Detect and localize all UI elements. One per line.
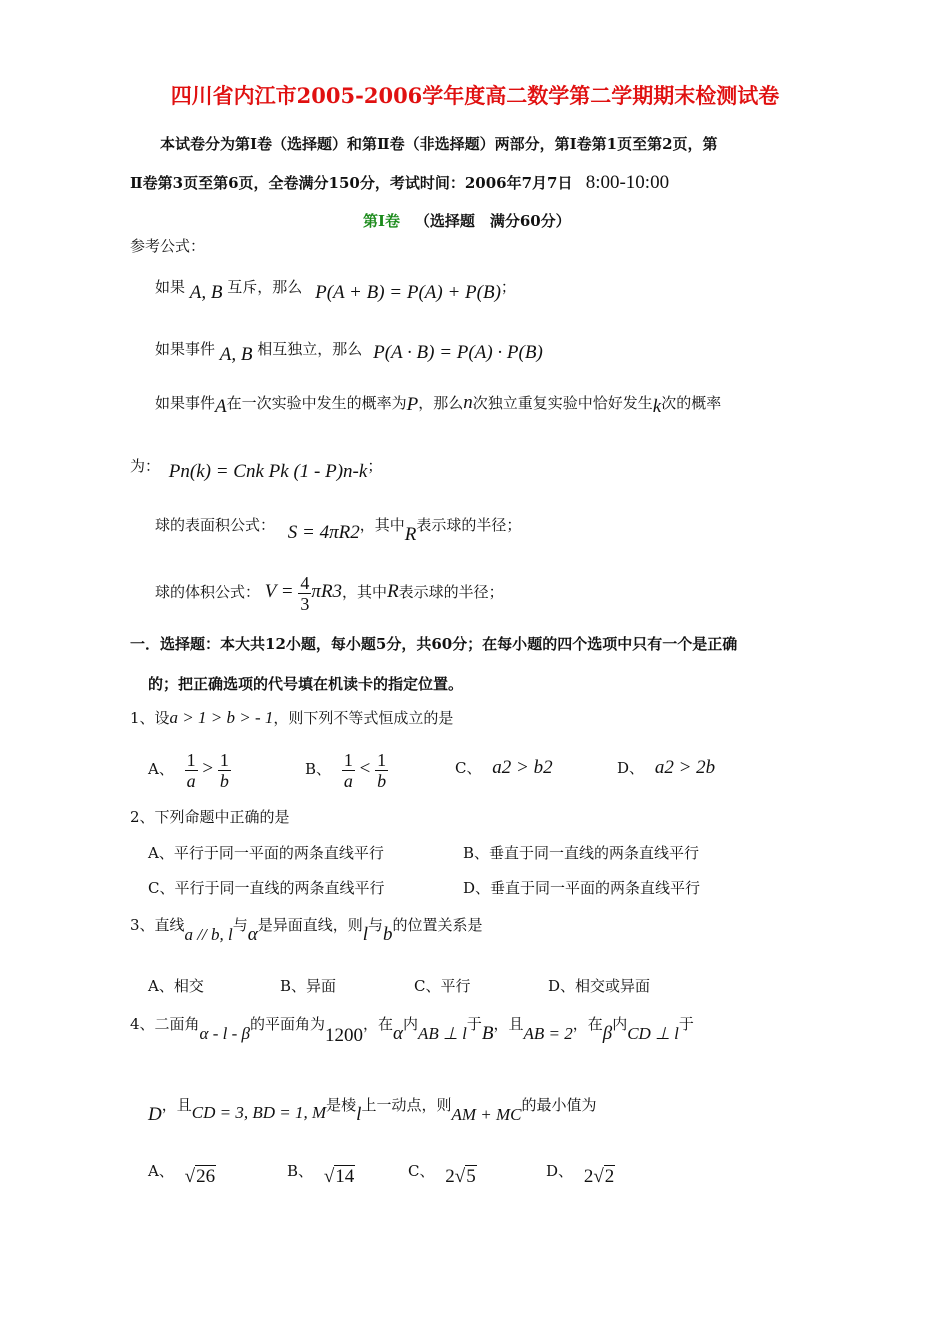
q4-s2: 的平面角为 — [249, 1015, 325, 1033]
f2-prefix: 如果事件 — [155, 340, 216, 358]
q1-a-frac2: $\frac{1}{b}$ — [219, 749, 229, 791]
q3-stem-e: 的位置关系是 — [392, 916, 483, 934]
formula-sphere-volume — [155, 570, 504, 614]
f3-a: 如果事件 — [155, 394, 216, 412]
q3-stem-math1: a // b, l — [184, 925, 233, 944]
q3-stem-b-var: b — [383, 924, 393, 945]
q1-stem-math: a > 1 > b > - 1 — [169, 708, 274, 727]
q4-option-d[interactable] — [546, 1160, 615, 1187]
exam-time: 8:00-10:00 — [585, 172, 670, 193]
f5-formula: S = 4πR2 — [287, 522, 360, 543]
section1-part-label: 第Ⅰ卷 — [363, 212, 401, 230]
formula-sphere-surface — [155, 514, 522, 545]
q2-option-a[interactable]: A、平行于同一平面的两条直线平行 — [148, 844, 384, 862]
f6-mid: ，其中 — [342, 583, 388, 601]
f6-end: 表示球的半径； — [398, 583, 504, 601]
f3-n: n — [463, 392, 473, 413]
f3-k: k — [652, 396, 662, 417]
q4-s9: 于 — [678, 1015, 694, 1033]
q3-option-c[interactable]: C、平行 — [414, 977, 471, 995]
q2-stem: 2、下列命题中正确的是 — [130, 808, 290, 826]
q3-stem-b: 与 — [232, 916, 248, 934]
q1-c-label: C、 — [455, 759, 482, 777]
q4-s13: 的最小值为 — [521, 1096, 597, 1114]
q3-stem-c: 是异面直线，则 — [257, 916, 363, 934]
intro-line2-text: Ⅱ卷第3页至第6页，全卷满分150分，考试时间：2006年7月7日 — [130, 174, 573, 192]
q4-s12: 上一动点，则 — [361, 1096, 452, 1114]
q4-s8: 内 — [612, 1015, 628, 1033]
q1-b-frac1: $\frac{1}{a}$ — [343, 749, 353, 791]
q4-b-val: 14 — [335, 1166, 355, 1187]
q4-a-label: A、 — [148, 1162, 174, 1180]
q1-stem-b: ，则下列不等式恒成立的是 — [273, 709, 454, 727]
q4-s11: 是棱 — [326, 1096, 357, 1114]
f1-prefix: 如果 — [155, 278, 186, 296]
f1-vars: A, B — [189, 282, 223, 303]
q4-c-sqrt: 2√5 — [445, 1166, 476, 1187]
f3-A: A — [215, 396, 227, 417]
f1-end: ； — [500, 278, 516, 296]
page-title: 四川省内江市2005-2006学年度高二数学第二学期期末检测试卷 — [170, 83, 780, 108]
formula-independent — [155, 338, 543, 365]
q1-option-b[interactable]: B、 $\frac{1}{a}$ < $\frac{1}{b}$ — [305, 749, 387, 791]
q4-c-val: 5 — [466, 1166, 476, 1187]
formula-binomial — [130, 455, 383, 482]
q4-stem-line1 — [130, 1013, 694, 1046]
q4-option-a[interactable] — [148, 1160, 216, 1187]
f6-lhs: V = — [264, 581, 294, 602]
f1-mid: 互斥，那么 — [227, 278, 303, 296]
f5-end: 表示球的半径； — [416, 516, 522, 534]
q4-m4: AB ⊥ l — [418, 1024, 467, 1043]
q4-m12: AM + MC — [451, 1105, 522, 1124]
f6-rest: πR3 — [311, 581, 343, 602]
q1-option-a[interactable]: A、 $\frac{1}{a}$ > $\frac{1}{b}$ — [148, 749, 229, 791]
q2-option-d[interactable]: D、垂直于同一平面的两条直线平行 — [463, 879, 701, 897]
f2-mid: 相互独立，那么 — [257, 340, 363, 358]
q4-m9: D — [148, 1104, 162, 1125]
q3-option-a[interactable]: A、相交 — [148, 977, 204, 995]
q4-m6: AB = 2 — [523, 1024, 573, 1043]
q1-stem — [130, 707, 453, 729]
q4-d-coef: 2 — [583, 1166, 594, 1187]
q2-option-b[interactable]: B、垂直于同一直线的两条直线平行 — [463, 844, 700, 862]
f3-c: ，那么 — [418, 394, 464, 412]
q1-option-c[interactable] — [455, 757, 553, 779]
q1-b-label: B、 — [305, 760, 332, 778]
f6-R: R — [387, 581, 399, 602]
q4-a-sqrt: √26 — [184, 1166, 216, 1187]
q4-c-coef: 2 — [445, 1166, 455, 1187]
q2-option-c[interactable]: C、平行于同一直线的两条直线平行 — [148, 879, 385, 897]
q1-a-frac1: $\frac{1}{a}$ — [186, 749, 196, 791]
q1-stem-a: 1、设 — [130, 709, 170, 727]
q1-d-math: a2 > 2b — [654, 757, 716, 778]
f2-formula: P(A · B) = P(A) · P(B) — [373, 342, 543, 363]
f6-prefix: 球的体积公式： — [155, 583, 261, 601]
q4-s5: 于 — [466, 1015, 482, 1033]
reference-label: 参考公式： — [130, 237, 206, 255]
f3-d: 次独立重复实验中恰好发生 — [472, 394, 653, 412]
f6-den: 3 — [300, 593, 310, 614]
f5-prefix: 球的表面积公式： — [155, 516, 276, 534]
f4-end: ； — [367, 457, 383, 475]
q4-d-label: D、 — [546, 1162, 574, 1180]
q4-a-val: 26 — [196, 1166, 216, 1187]
f4-prefix: 为： — [130, 457, 161, 475]
q3-stem — [130, 914, 483, 945]
q4-option-b[interactable] — [287, 1160, 355, 1187]
q4-stem-line2 — [148, 1094, 597, 1125]
section1-part-desc: （选择题 满分60分） — [414, 212, 571, 230]
q3-option-b[interactable]: B、异面 — [280, 977, 337, 995]
f6-fraction — [298, 573, 311, 614]
q4-m5: B — [481, 1023, 494, 1044]
q4-s1: 4、二面角 — [130, 1015, 200, 1033]
q1-d-label: D、 — [617, 759, 645, 777]
q3-option-d[interactable]: D、相交或异面 — [548, 977, 651, 995]
q3-stem-a: 3、直线 — [130, 916, 185, 934]
f3-b: 在一次实验中发生的概率为 — [226, 394, 407, 412]
f3-e: 次的概率 — [661, 394, 722, 412]
q4-m10: CD = 3, BD = 1, M — [191, 1103, 327, 1122]
q4-m7: β — [602, 1023, 613, 1044]
intro-line1: 本试卷分为第Ⅰ卷（选择题）和第Ⅱ卷（非选择题）两部分，第Ⅰ卷第1页至第2页，第 — [160, 135, 718, 153]
formula-binomial-intro — [155, 392, 722, 417]
q4-c-label: C、 — [408, 1162, 435, 1180]
q4-m2: 1200 — [325, 1025, 363, 1046]
q1-a-label: A、 — [148, 760, 174, 778]
q1-b-frac2: $\frac{1}{b}$ — [377, 749, 387, 791]
intro-line2 — [130, 172, 669, 194]
q4-d-sqrt: 2√2 — [583, 1166, 615, 1187]
q4-m1: α - l - β — [199, 1024, 250, 1043]
q4-b-sqrt: √14 — [323, 1166, 355, 1187]
q4-s4: 内 — [403, 1015, 419, 1033]
q4-b-label: B、 — [287, 1162, 314, 1180]
f3-P: P — [406, 394, 419, 415]
q3-stem-l: l — [362, 924, 369, 945]
f6-num: 4 — [300, 572, 310, 593]
q4-s6: ，且 — [493, 1015, 524, 1033]
f5-mid: ，其中 — [359, 516, 405, 534]
q1-option-d[interactable] — [617, 757, 715, 779]
q4-d-val: 2 — [604, 1166, 615, 1187]
q4-m3: α — [393, 1023, 403, 1044]
f4-formula: Pn(k) = Cnk Pk (1 - P)n-k — [168, 461, 368, 482]
q4-s3: ，在 — [363, 1015, 394, 1033]
f5-R: R — [404, 524, 417, 545]
q4-s7: ，在 — [572, 1015, 603, 1033]
part1-heading-line2: 的；把正确选项的代号填在机读卡的指定位置。 — [148, 675, 464, 693]
q4-m11: l — [356, 1104, 362, 1125]
formula-mutually-exclusive — [155, 276, 516, 303]
q4-m8: CD ⊥ l — [627, 1024, 679, 1043]
q4-s10: ，且 — [161, 1096, 192, 1114]
q1-c-math: a2 > b2 — [492, 757, 553, 778]
q4-option-c[interactable] — [408, 1160, 477, 1187]
part1-heading-line1: 一．选择题：本大共12小题，每小题5分，共60分；在每小题的四个选项中只有一个是正确 — [130, 635, 738, 653]
q3-stem-d: 与 — [368, 916, 384, 934]
f1-formula: P(A + B) = P(A) + P(B) — [315, 282, 501, 303]
section1-heading — [363, 210, 571, 232]
q3-stem-alpha: α — [247, 924, 258, 945]
f2-vars: A, B — [219, 344, 253, 365]
